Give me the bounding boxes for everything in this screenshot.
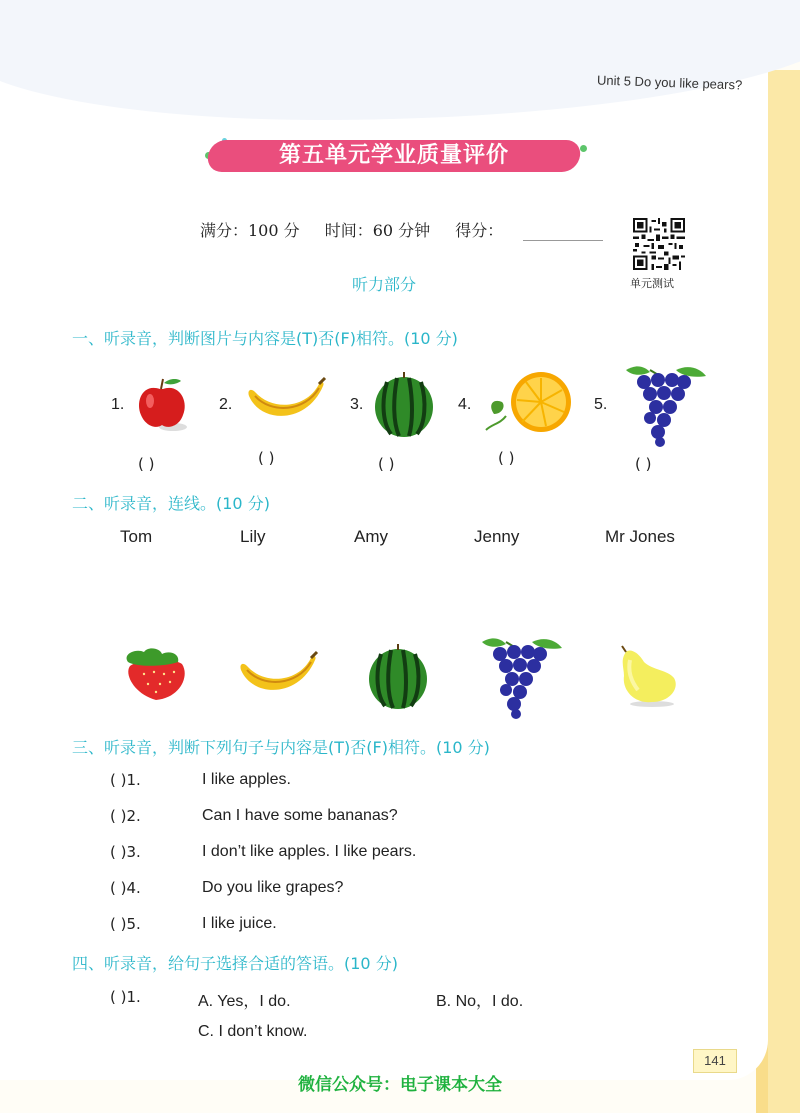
item-number: 4. [458, 396, 472, 413]
page-number: 141 [693, 1049, 737, 1073]
item-number: 3. [350, 396, 364, 413]
strawberry-icon [120, 646, 190, 702]
option-a: A. Yes，I do. [198, 993, 291, 1010]
banana-icon [245, 378, 329, 424]
item-number: 5. [594, 396, 608, 413]
page-title: 第五单元学业质量评价 [278, 143, 509, 168]
banana-icon [237, 652, 321, 698]
sentence: I like juice. [202, 915, 277, 932]
score-label: 得分： [455, 221, 504, 240]
exam-meta [200, 218, 623, 241]
answer-bracket: ( )1. [110, 988, 141, 1006]
grapes-icon [620, 362, 710, 448]
qr-label: 单元测试 [630, 277, 674, 290]
time-limit: 时间：60 分钟 [324, 221, 431, 240]
item-number: 2. [219, 396, 233, 413]
footer-watermark: 微信公众号：电子课本大全 [298, 1075, 502, 1095]
answer-bracket: ( )2. [110, 807, 141, 825]
apple-icon [133, 375, 193, 435]
full-score: 满分：100 分 [200, 221, 300, 240]
person-name: Tom [120, 527, 153, 546]
orange-icon [484, 370, 574, 436]
grapes-icon [476, 634, 566, 720]
running-header: Unit 5 Do you like pears? [596, 72, 743, 93]
section3-title: 三、听录音，判断下列句子与内容是(T)否(F)相符。(10 分) [72, 738, 490, 757]
answer-bracket: ( )3. [110, 843, 141, 861]
watermelon-icon [373, 372, 435, 438]
option-c: C. I don’t know. [198, 1023, 308, 1040]
answer-bracket: ( ) [378, 455, 395, 473]
watermelon-icon [367, 644, 429, 710]
option-b: B. No，I do. [436, 993, 524, 1010]
header-curve-decoration [0, 0, 800, 120]
listening-heading: 听力部分 [351, 275, 416, 294]
person-name: Jenny [474, 527, 520, 546]
qr-code-icon [633, 218, 685, 270]
answer-bracket: ( )4. [110, 879, 141, 897]
score-blank [523, 226, 603, 241]
section2-title: 二、听录音，连线。(10 分) [72, 494, 270, 513]
pear-icon [612, 646, 682, 708]
person-name: Mr Jones [605, 527, 675, 546]
section4-title: 四、听录音，给句子选择合适的答语。(10 分) [72, 954, 398, 973]
sentence: I like apples. [202, 771, 291, 788]
answer-bracket: ( ) [498, 449, 515, 467]
decor-dot [580, 145, 587, 152]
sentence: I don’t like apples. I like pears. [202, 843, 417, 860]
answer-bracket: ( )1. [110, 771, 141, 789]
answer-bracket: ( ) [258, 449, 275, 467]
answer-bracket: ( ) [635, 455, 652, 473]
answer-bracket: ( ) [138, 455, 155, 473]
sentence: Do you like grapes? [202, 879, 344, 896]
sentence: Can I have some bananas? [202, 807, 398, 824]
section1-title: 一、听录音，判断图片与内容是(T)否(F)相符。(10 分) [72, 329, 458, 348]
person-name: Amy [354, 527, 388, 546]
person-name: Lily [240, 527, 266, 546]
answer-bracket: ( )5. [110, 915, 141, 933]
item-number: 1. [111, 396, 125, 413]
